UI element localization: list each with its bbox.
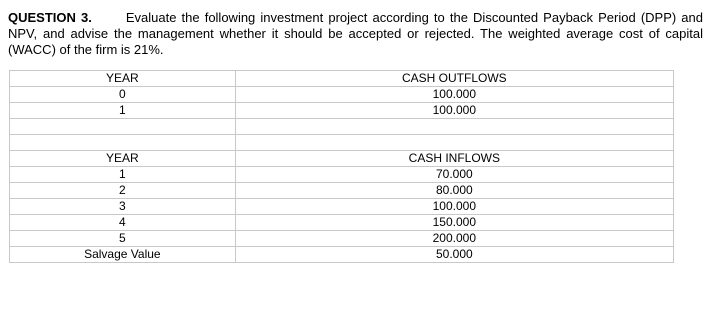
table-row bbox=[10, 87, 674, 103]
inflow-value-cell: 80.000 bbox=[235, 183, 673, 199]
inflow-year-cell: 2 bbox=[10, 183, 236, 199]
question-paragraph bbox=[8, 10, 703, 58]
inflow-value-cell: 70.000 bbox=[235, 167, 673, 183]
table-row bbox=[10, 183, 674, 199]
blank-row bbox=[10, 119, 674, 135]
inflows-header-row bbox=[10, 151, 674, 167]
inflow-year-cell: 3 bbox=[10, 199, 236, 215]
inflows-year-header: YEAR bbox=[10, 151, 236, 167]
inflow-year-cell: 4 bbox=[10, 215, 236, 231]
blank-row bbox=[10, 135, 674, 151]
outflows-year-header: YEAR bbox=[10, 71, 236, 87]
table-row bbox=[10, 103, 674, 119]
outflow-year-cell: 1 bbox=[10, 103, 236, 119]
table-row bbox=[10, 199, 674, 215]
outflow-value-cell: 100.000 bbox=[235, 103, 673, 119]
inflow-value-cell: 200.000 bbox=[235, 231, 673, 247]
outflows-value-header: CASH OUTFLOWS bbox=[235, 71, 673, 87]
outflow-value-cell: 100.000 bbox=[235, 87, 673, 103]
inflow-value-cell: 150.000 bbox=[235, 215, 673, 231]
question-label: QUESTION 3. bbox=[8, 10, 92, 25]
table-row bbox=[10, 247, 674, 263]
inflow-value-cell: 50.000 bbox=[235, 247, 673, 263]
inflow-value-cell: 100.000 bbox=[235, 199, 673, 215]
outflow-year-cell: 0 bbox=[10, 87, 236, 103]
inflows-value-header: CASH INFLOWS bbox=[235, 151, 673, 167]
question-text: Evaluate the following investment project according to the Discounted Payback Period (DPP) and NPV, and advise the management whether it should be accepted or rejected. The weighted average cost of capital (WACC) of the firm is 21%. bbox=[8, 10, 703, 57]
cash-flow-table bbox=[9, 70, 674, 263]
inflow-year-cell: Salvage Value bbox=[10, 247, 236, 263]
table-row bbox=[10, 231, 674, 247]
table-row bbox=[10, 215, 674, 231]
inflow-year-cell: 1 bbox=[10, 167, 236, 183]
inflow-year-cell: 5 bbox=[10, 231, 236, 247]
table-row bbox=[10, 167, 674, 183]
outflows-header-row bbox=[10, 71, 674, 87]
